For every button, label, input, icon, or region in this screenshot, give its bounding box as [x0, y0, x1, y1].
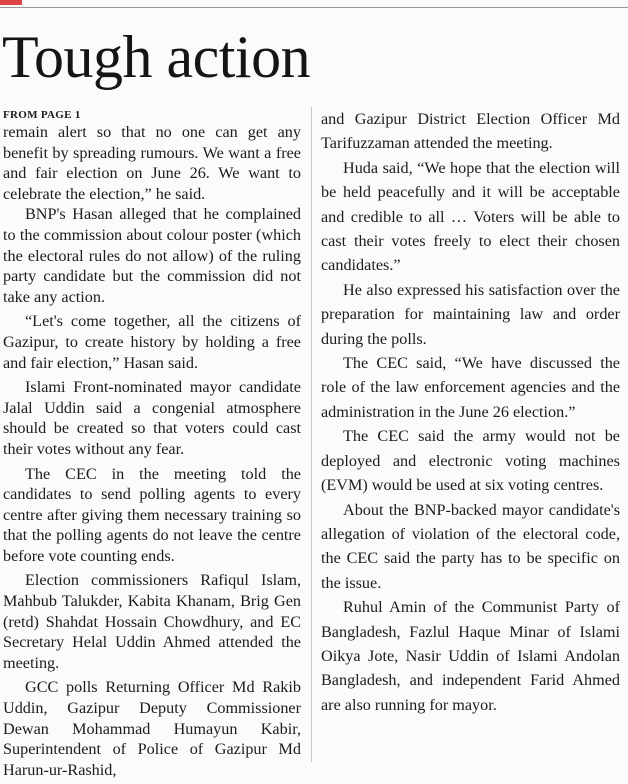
paragraph: The CEC said, “We have discussed the role of the law enforcement agencies and the administration in the June 26 election.” [321, 354, 620, 421]
article-column-left [3, 107, 301, 784]
article-column-right [321, 107, 620, 717]
paragraph: He also expressed his satisfaction over the preparation for maintaining law and order during the polls. [321, 280, 620, 348]
paragraph: and Gazipur District Election Officer Md Tarifuzzaman attended the meeting. [321, 110, 620, 153]
paragraph: Huda said, “We hope that the election will be held peacefully and it will be acceptable and credible to all … Voters will be able to cast their votes freely to elect their chosen candidates.” [321, 158, 620, 275]
paragraph: Election commissioners Rafiqul Islam, Mahbub Talukder, Kabita Khanam, Brig Gen (retd) Shahdat Hossain Chowdhury, and EC Secretary Helal Uddin Ahmed attended the meeting. [3, 571, 301, 672]
paragraph: Ruhul Amin of the Communist Party of Bangladesh, Fazlul Haque Minar of Islami Oikya Jote, Nasir Uddin of Islami Andolan Bangladesh, and independent Farid Ahmed are also running for mayor. [321, 598, 620, 714]
paragraph: About the BNP-backed mayor candidate's allegation of violation of the electoral code, the CEC said the party has to be specific on the issue. [321, 500, 620, 592]
section-color-mark [0, 0, 22, 5]
paragraph: remain alert so that no one can get any benefit by spreading rumours. We want a free and fair election on June 26. We want to celebrate the election,” he said. [3, 123, 301, 203]
paragraph: “Let's come together, all the citizens of Gazipur, to create history by holding a free and fair election,” Hasan said. [3, 312, 301, 372]
paragraph: The CEC said the army would not be deployed and electronic voting machines (EVM) would be used at six voting centres. [321, 427, 620, 495]
dateline: FROM PAGE 1 [3, 109, 81, 121]
paragraph: The CEC in the meeting told the candidates to send polling agents to every centre after giving them necessary training so that the polling agents do not leave the centre before vote counting ends. [3, 464, 301, 565]
page-header-strip [0, 0, 628, 8]
header-rule [0, 7, 628, 8]
paragraph: BNP's Hasan alleged that he complained to the commission about colour poster (which the electoral rules do not allow) of the ruling party candidate but the commission did not take any action. [3, 205, 301, 306]
headline: Tough action [2, 24, 311, 90]
column-divider [311, 107, 312, 762]
paragraph: GCC polls Returning Officer Md Rakib Uddin, Gazipur Deputy Commissioner Dewan Mohammad Humayun Kabir, Superintendent of Police of Gazipur Md Harun-ur-Rashid, [3, 678, 301, 779]
paragraph: Islami Front-nominated mayor candidate Jalal Uddin said a congenial atmosphere should be created so that voters could cast their votes without any fear. [3, 378, 301, 458]
